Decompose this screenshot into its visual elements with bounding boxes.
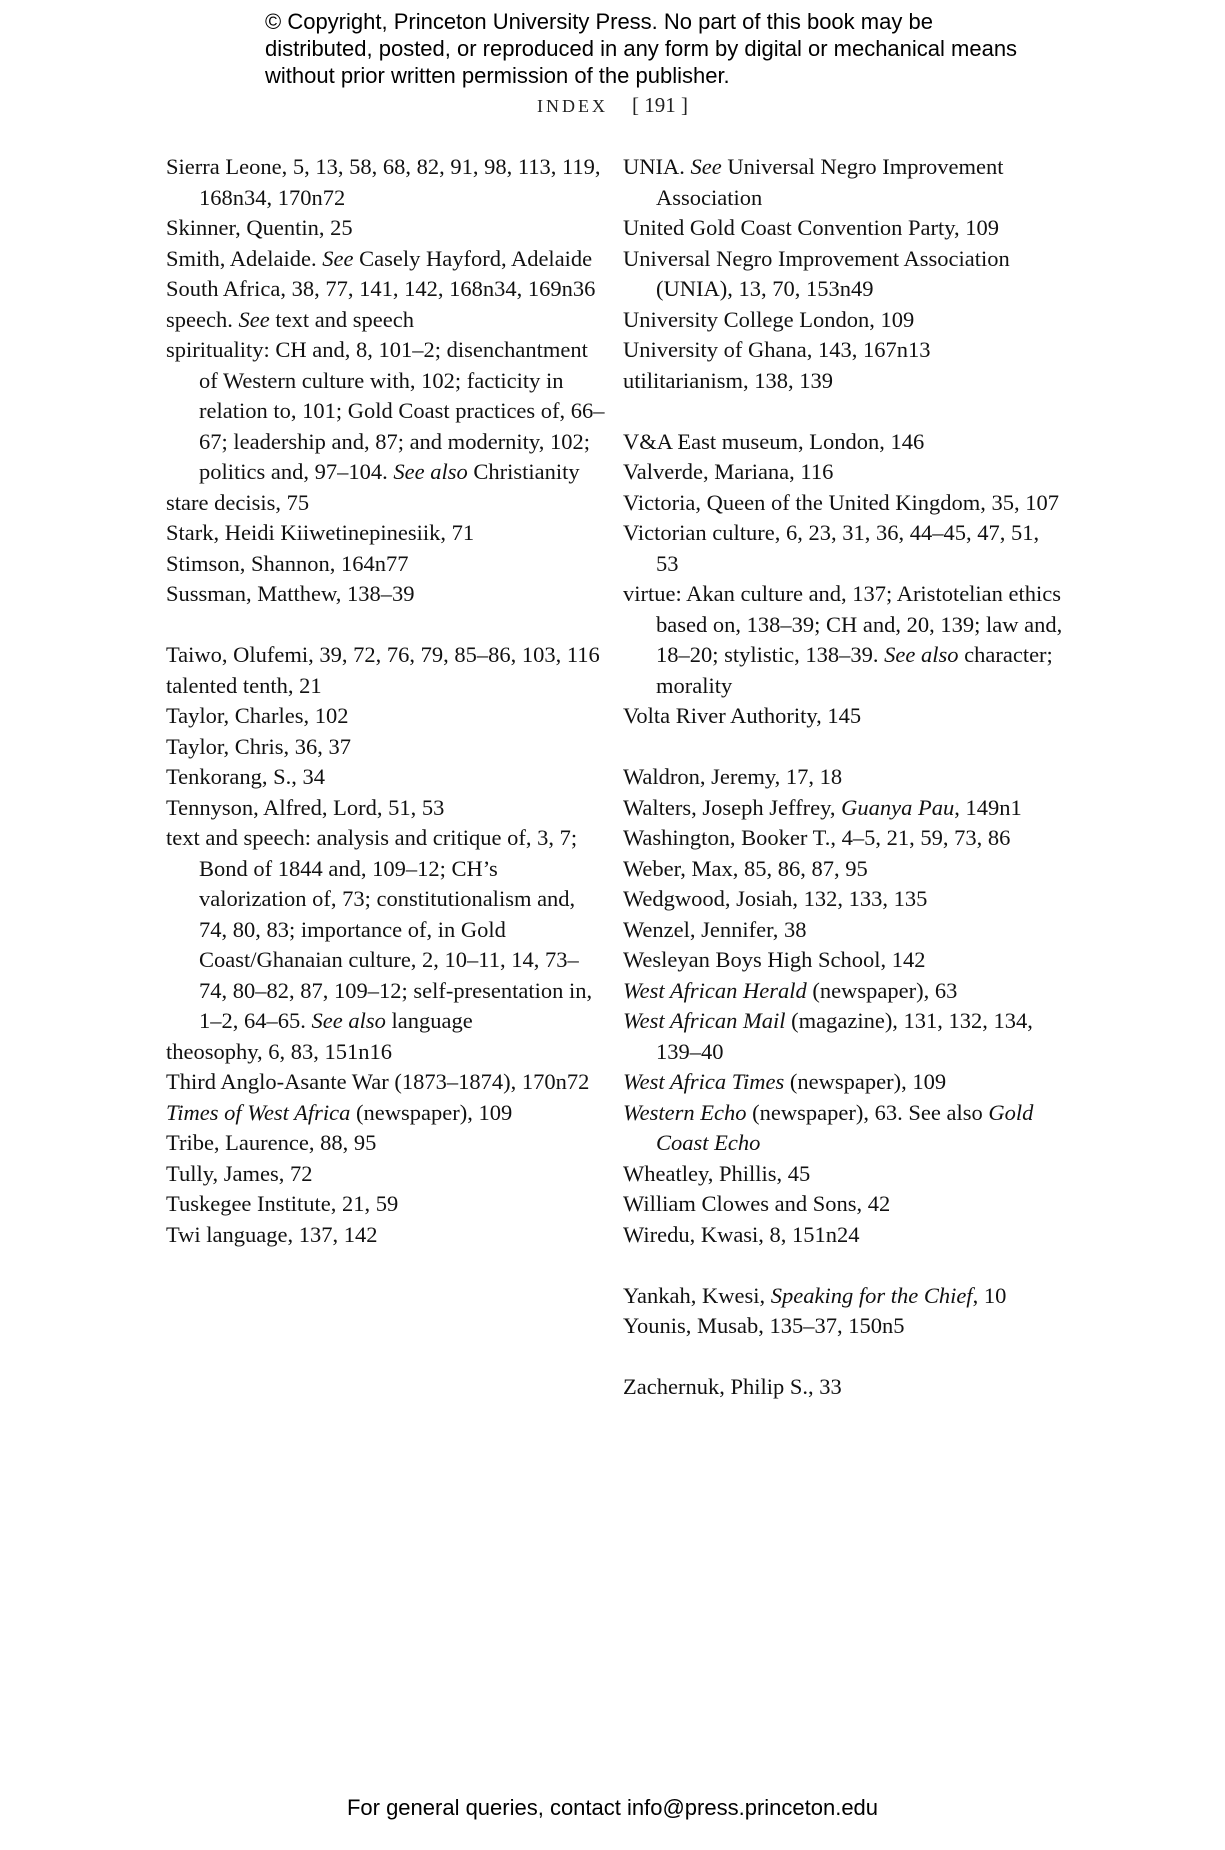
- index-entry: [166, 762, 606, 793]
- index-column-left: [166, 152, 606, 1250]
- index-entry: [166, 793, 606, 824]
- index-entry: [166, 518, 606, 549]
- index-entry-text: Universal Negro Improvement Association: [656, 154, 1004, 210]
- index-entry: [166, 640, 606, 671]
- index-entry-text: speech.: [166, 306, 239, 332]
- index-entry: [166, 1189, 606, 1220]
- index-entry-italic-text: Times of West Africa: [166, 1099, 351, 1125]
- index-entry: [623, 1220, 1063, 1251]
- index-entry: [623, 427, 1063, 458]
- index-entry-italic-text: Speaking for the Chief: [770, 1282, 973, 1308]
- index-entry-text: theosophy, 6, 83, 151n16: [166, 1038, 393, 1064]
- index-entry: [166, 1037, 606, 1068]
- index-entry: [623, 1098, 1063, 1159]
- index-entry-text: University College London, 109: [623, 306, 915, 332]
- index-entry-text: , 10: [972, 1282, 1007, 1308]
- index-entry: [623, 976, 1063, 1007]
- running-head: [0, 93, 1225, 118]
- footer-contact: For general queries, contact info@press.princeton.edu: [346, 1795, 879, 1820]
- index-entry-text: Taiwo, Olufemi, 39, 72, 76, 79, 85–86, 103, 116: [166, 642, 600, 667]
- index-entry-text: , 149n1: [954, 794, 1022, 820]
- index-entry: [623, 945, 1063, 976]
- index-entry: [623, 1067, 1063, 1098]
- index-entry-text: Volta River Authority, 145: [623, 703, 862, 728]
- index-entry: [166, 1067, 606, 1098]
- index-entry-text: talented tenth, 21: [166, 672, 322, 698]
- letter-group-gap: [623, 732, 1063, 763]
- index-entry: [623, 457, 1063, 488]
- index-entry: [166, 1098, 606, 1129]
- index-entry: [623, 518, 1063, 579]
- index-entry-text: language: [385, 1008, 473, 1033]
- index-entry-text: Tennyson, Alfred, Lord, 51, 53: [166, 794, 445, 820]
- index-entry-text: Taylor, Chris, 36, 37: [166, 733, 352, 759]
- index-entry: [623, 1159, 1063, 1190]
- index-entry-italic-text: See also: [884, 642, 959, 667]
- index-entry: [623, 1006, 1063, 1067]
- index-entry-text: Wedgwood, Josiah, 132, 133, 135: [623, 886, 928, 911]
- index-entry-italic-text: See: [238, 306, 270, 332]
- letter-group-gap: [623, 396, 1063, 427]
- index-entry-italic-text: See also: [393, 459, 468, 484]
- index-entry-text: (newspaper), 63: [806, 977, 958, 1003]
- index-entry-text: Wenzel, Jennifer, 38: [623, 916, 807, 942]
- index-column-right: [623, 152, 1063, 1403]
- index-entry-text: Weber, Max, 85, 86, 87, 95: [623, 855, 868, 881]
- index-entry-text: Zachernuk, Philip S., 33: [623, 1374, 842, 1399]
- index-entry-text: Tuskegee Institute, 21, 59: [166, 1191, 399, 1216]
- index-entry: [623, 213, 1063, 244]
- index-entry: [166, 152, 606, 213]
- index-entry-text: Waldron, Jeremy, 17, 18: [623, 764, 843, 789]
- index-entry-text: character; morality: [656, 642, 1053, 698]
- letter-group-gap: [623, 1250, 1063, 1281]
- index-entry-text: William Clowes and Sons, 42: [623, 1191, 891, 1216]
- index-entry-text: Sussman, Matthew, 138–39: [166, 581, 415, 606]
- index-entry: [166, 1128, 606, 1159]
- index-entry-text: United Gold Coast Convention Party, 109: [623, 215, 1000, 240]
- index-entry: [166, 213, 606, 244]
- copyright-notice: © Copyright, Princeton University Press. No part of this book may be distributed, posted, or reproduced in any form by digital or mechanical means without prior written permission of the publisher.: [265, 9, 1018, 88]
- index-entry: [623, 366, 1063, 397]
- index-entry-text: stare decisis, 75: [166, 489, 310, 515]
- index-entry-text: Stark, Heidi Kiiwetinepinesiik, 71: [166, 520, 475, 545]
- index-entry-text: V&A East museum, London, 146: [623, 428, 925, 454]
- index-entry-text: Third Anglo-Asante War (1873–1874), 170n72: [166, 1069, 590, 1094]
- index-entry: [623, 1189, 1063, 1220]
- index-entry: [623, 579, 1063, 701]
- index-entry: [623, 762, 1063, 793]
- index-entry: [166, 335, 606, 488]
- index-entry: [623, 701, 1063, 732]
- index-entry-text: Wheatley, Phillis, 45: [623, 1160, 811, 1186]
- index-entry-text: Wesleyan Boys High School, 142: [623, 947, 926, 972]
- index-entry: [166, 823, 606, 1037]
- index-entry-text: Christianity: [467, 459, 580, 484]
- index-entry: [623, 823, 1063, 854]
- index-entry-text: text and speech: [269, 306, 415, 332]
- index-entry-text: virtue: Akan culture and, 137; Aristotelian ethics based on, 138–39; CH and, 20, 139; law and, 18–20; stylistic, 138–39.: [623, 581, 1063, 667]
- index-entry-text: South Africa, 38, 77, 141, 142, 168n34, 169n36: [166, 276, 596, 301]
- index-entry-text: (newspaper), 109: [784, 1069, 947, 1094]
- index-entry: [623, 1311, 1063, 1342]
- index-entry-text: Younis, Musab, 135–37, 150n5: [623, 1313, 905, 1338]
- index-entry-text: Sierra Leone, 5, 13, 58, 68, 82, 91, 98, 113, 119, 168n34, 170n72: [166, 154, 601, 210]
- index-entry-italic-text: Western Echo: [623, 1099, 747, 1125]
- index-entry-text: Yankah, Kwesi,: [623, 1282, 771, 1308]
- index-entry: [623, 854, 1063, 885]
- index-entry-italic-text: See also: [311, 1008, 386, 1033]
- index-entry-text: (newspaper), 63. See also: [746, 1099, 989, 1125]
- index-entry: [623, 244, 1063, 305]
- index-entry-text: Twi language, 137, 142: [166, 1221, 378, 1247]
- index-entry-text: text and speech: analysis and critique of, 3, 7; Bond of 1844 and, 109–12; CH’s valorization of, 73; constitutionalism and, 74, 80, 83; importance of, in Gold Coast/Ghanaian culture, 2, 10–11, 14, 73–74, 80–82, 87, 109–12; self-presentation in, 1–2, 64–65.: [166, 825, 593, 1033]
- index-entry-italic-text: West Africa Times: [623, 1069, 785, 1094]
- index-entry-text: Universal Negro Improvement Association (UNIA), 13, 70, 153n49: [623, 245, 1010, 301]
- index-entry-italic-text: See: [322, 245, 354, 271]
- page-number: [ 191 ]: [632, 93, 688, 117]
- index-entry: [166, 671, 606, 702]
- index-entry: [166, 274, 606, 305]
- index-entry: [623, 335, 1063, 366]
- index-entry-text: spirituality: CH and, 8, 101–2; disenchantment of Western culture with, 102; facticity in relation to, 101; Gold Coast practices of, 66–67; leadership and, 87; and modernity, 102; politics and, 97–104.: [166, 337, 605, 484]
- index-entry: [166, 732, 606, 763]
- index-entry: [166, 701, 606, 732]
- index-entry: [623, 915, 1063, 946]
- running-head-label: INDEX: [537, 96, 608, 116]
- index-entry: [166, 488, 606, 519]
- index-entry: [166, 549, 606, 580]
- index-entry-italic-text: West African Herald: [623, 977, 807, 1003]
- index-entry: [166, 1159, 606, 1190]
- index-entry: [623, 1372, 1063, 1403]
- index-entry-text: University of Ghana, 143, 167n13: [623, 337, 931, 362]
- index-entry-text: Wiredu, Kwasi, 8, 151n24: [623, 1221, 860, 1247]
- index-entry-text: Taylor, Charles, 102: [166, 703, 349, 728]
- index-entry: [166, 579, 606, 610]
- index-entry-italic-text: Gold Coast Echo: [656, 1099, 1034, 1155]
- index-entry: [623, 884, 1063, 915]
- index-entry-text: Tully, James, 72: [166, 1160, 313, 1186]
- index-entry-text: Casely Hayford, Adelaide: [353, 245, 593, 271]
- index-entry-text: Tribe, Laurence, 88, 95: [166, 1130, 377, 1155]
- index-entry-italic-text: West African Mail: [623, 1008, 786, 1033]
- index-entry-text: Victoria, Queen of the United Kingdom, 35, 107: [623, 489, 1060, 515]
- index-entry: [623, 305, 1063, 336]
- index-entry-text: Victorian culture, 6, 23, 31, 36, 44–45, 47, 51, 53: [623, 520, 1040, 576]
- index-entry-italic-text: See: [690, 154, 722, 179]
- index-entry-text: Valverde, Mariana, 116: [623, 459, 834, 484]
- index-entry-text: (newspaper), 109: [350, 1099, 513, 1125]
- index-entry: [166, 244, 606, 275]
- index-entry-text: Smith, Adelaide.: [166, 245, 323, 271]
- index-entry-text: Tenkorang, S., 34: [166, 764, 326, 789]
- index-entry-text: Walters, Joseph Jeffrey,: [623, 794, 842, 820]
- index-entry-text: Skinner, Quentin, 25: [166, 215, 353, 240]
- index-entry: [623, 1281, 1063, 1312]
- letter-group-gap: [623, 1342, 1063, 1373]
- index-entry: [166, 1220, 606, 1251]
- index-entry-text: Washington, Booker T., 4–5, 21, 59, 73, 86: [623, 825, 1011, 850]
- index-entry: [623, 793, 1063, 824]
- index-entry: [166, 305, 606, 336]
- index-entry-text: UNIA.: [623, 154, 691, 179]
- index-entry-text: Stimson, Shannon, 164n77: [166, 550, 409, 576]
- index-entry-text: utilitarianism, 138, 139: [623, 367, 833, 393]
- index-entry: [623, 152, 1063, 213]
- index-entry-italic-text: Guanya Pau: [841, 794, 955, 820]
- index-entry: [623, 488, 1063, 519]
- index-entry-text: (magazine), 131, 132, 134, 139–40: [656, 1008, 1033, 1064]
- letter-group-gap: [166, 610, 606, 641]
